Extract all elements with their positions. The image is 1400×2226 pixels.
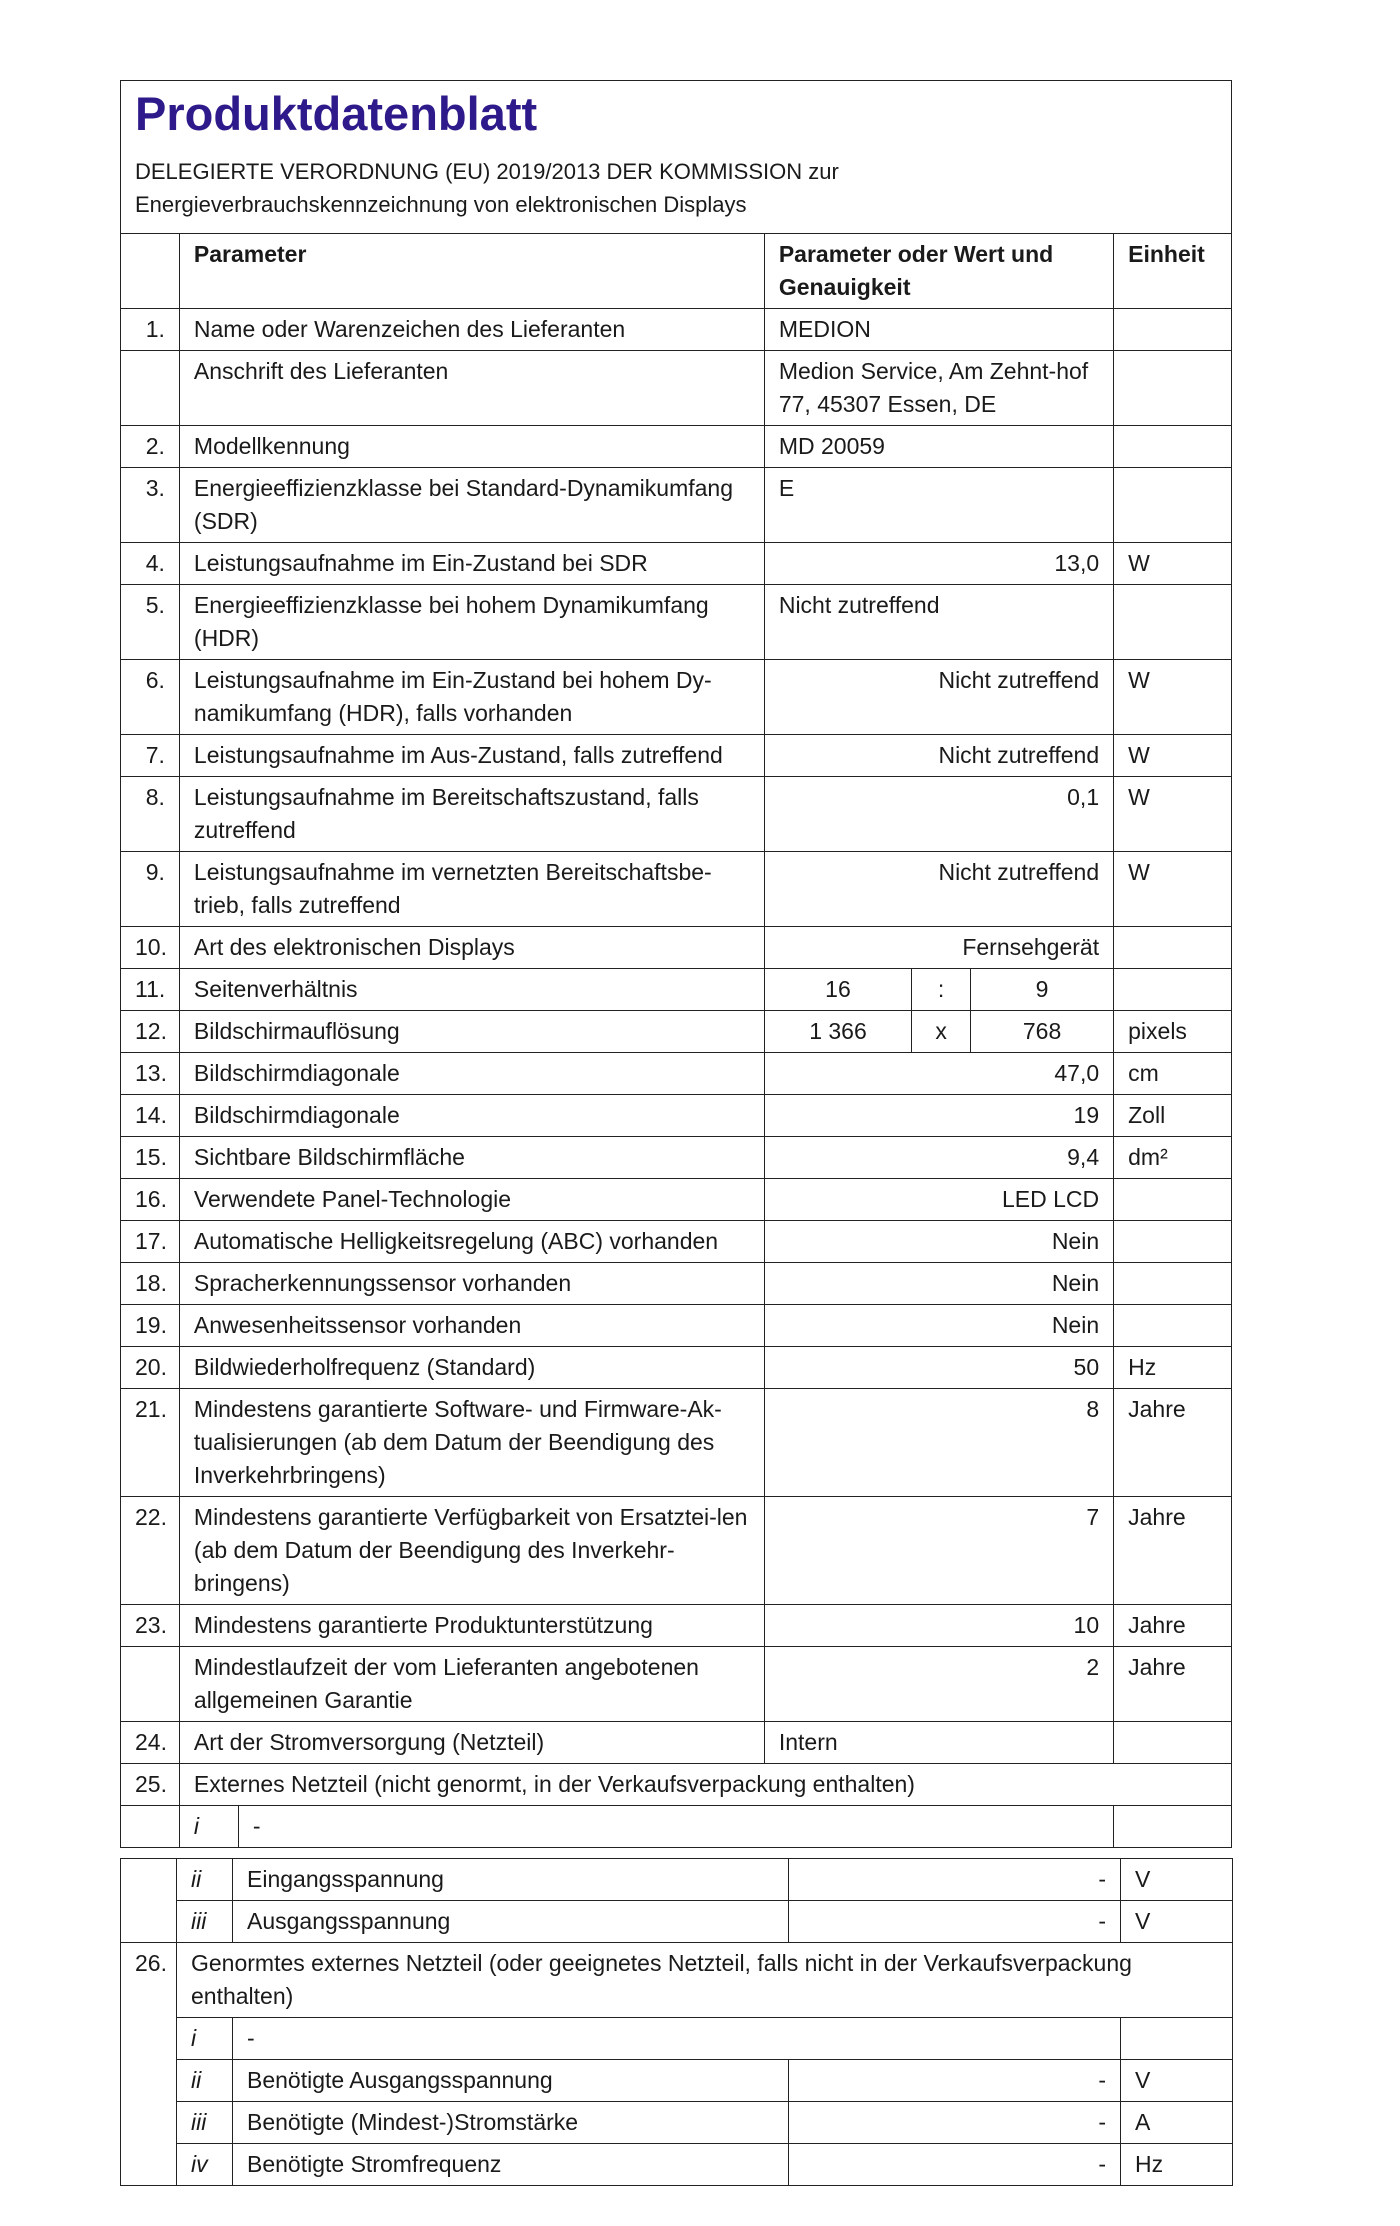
value-part-1: 1 366	[764, 1011, 911, 1053]
row-parameter: Leistungsaufnahme im Aus-Zustand, falls zutreffend	[179, 735, 764, 777]
sub-index: ii	[177, 2060, 233, 2102]
row-number: 13.	[121, 1053, 180, 1095]
row-number: 9.	[121, 852, 180, 927]
row-unit: cm	[1114, 1053, 1232, 1095]
sub-row	[121, 2144, 1233, 2186]
row-number: 4.	[121, 543, 180, 585]
sub-label: Ausgangsspannung	[233, 1901, 789, 1943]
header-parameter: Parameter	[179, 234, 764, 309]
row-parameter: Bildschirmdiagonale	[179, 1095, 764, 1137]
row-number: 2.	[121, 426, 180, 468]
row-value: 47,0	[764, 1053, 1113, 1095]
table-row	[121, 585, 1232, 660]
table-row	[121, 1263, 1232, 1305]
sub-index: iv	[177, 2144, 233, 2186]
value-part-2: 768	[971, 1011, 1114, 1053]
row-number: 14.	[121, 1095, 180, 1137]
row-value: Fernsehgerät	[764, 927, 1113, 969]
row-unit: W	[1114, 543, 1232, 585]
row-parameter: Spracherkennungssensor vorhanden	[179, 1263, 764, 1305]
row-unit	[1114, 1305, 1232, 1347]
row-value: Nein	[764, 1305, 1113, 1347]
row-unit: Zoll	[1114, 1095, 1232, 1137]
header-value: Parameter oder Wert und Genauigkeit	[764, 234, 1113, 309]
row-value: E	[764, 468, 1113, 543]
sub-value: -	[789, 2060, 1121, 2102]
row-number: 6.	[121, 660, 180, 735]
sub-value: -	[789, 1901, 1121, 1943]
row-unit: W	[1114, 852, 1232, 927]
row-unit: W	[1114, 777, 1232, 852]
row-number: 7.	[121, 735, 180, 777]
sub-label: Eingangsspannung	[233, 1859, 789, 1901]
product-data-sheet	[120, 80, 1232, 2186]
row-unit	[1114, 969, 1232, 1011]
row-number: 26.	[121, 1943, 177, 2186]
row-parameter: Mindestens garantierte Verfügbarkeit von Ersatztei-len (ab dem Datum der Beendigung des Inverkehr-bringens)	[179, 1497, 764, 1605]
sub-row	[121, 2102, 1233, 2144]
table-row	[121, 426, 1232, 468]
row-parameter: Seitenverhältnis	[179, 969, 764, 1011]
row-parameter: Mindestlaufzeit der vom Lieferanten angebotenen allgemeinen Garantie	[179, 1647, 764, 1722]
row-parameter: Art der Stromversorgung (Netzteil)	[179, 1722, 764, 1764]
table-row	[121, 1095, 1232, 1137]
table-body	[121, 309, 1232, 1764]
header-number	[121, 234, 180, 309]
row-value: 0,1	[764, 777, 1113, 852]
row-value: 9,4	[764, 1137, 1113, 1179]
row-parameter: Leistungsaufnahme im vernetzten Bereitschaftsbe-trieb, falls zutreffend	[179, 852, 764, 927]
value-part-2: 9	[971, 969, 1114, 1011]
row-value: LED LCD	[764, 1179, 1113, 1221]
empty-cell	[1121, 2018, 1233, 2060]
value-separator: x	[912, 1011, 971, 1053]
value-part-1: 16	[764, 969, 911, 1011]
row-number: 22.	[121, 1497, 180, 1605]
sub-value: -	[789, 1859, 1121, 1901]
regulation-line-2: Energieverbrauchskennzeichnung von elektronischen Displays	[135, 192, 747, 218]
continuation-table	[120, 1858, 1233, 2186]
sub-index: ii	[177, 1859, 233, 1901]
row-unit: pixels	[1114, 1011, 1232, 1053]
table-row	[121, 1722, 1232, 1764]
empty-cell	[121, 1859, 177, 1943]
row-parameter: Mindestens garantierte Produktunterstützung	[179, 1605, 764, 1647]
row-unit	[1114, 1722, 1232, 1764]
row-number: 10.	[121, 927, 180, 969]
sub-unit: A	[1121, 2102, 1233, 2144]
sub-row	[121, 2060, 1233, 2102]
sub-value: -	[238, 1806, 1113, 1848]
row-value: MEDION	[764, 309, 1113, 351]
sub-unit: V	[1121, 1859, 1233, 1901]
row-value: 19	[764, 1095, 1113, 1137]
row-number: 16.	[121, 1179, 180, 1221]
row-parameter: Leistungsaufnahme im Ein-Zustand bei SDR	[179, 543, 764, 585]
row-value: 13,0	[764, 543, 1113, 585]
row-unit: Hz	[1114, 1347, 1232, 1389]
row-unit: Jahre	[1114, 1497, 1232, 1605]
row-parameter: Energieeffizienzklasse bei hohem Dynamikumfang (HDR)	[179, 585, 764, 660]
sub-index: i	[177, 2018, 233, 2060]
row-parameter: Mindestens garantierte Software- und Firmware-Ak-tualisierungen (ab dem Datum der Beendigung des Inverkehrbringens)	[179, 1389, 764, 1497]
row-parameter: Leistungsaufnahme im Ein-Zustand bei hohem Dy-namikumfang (HDR), falls vorhanden	[179, 660, 764, 735]
row-number: 24.	[121, 1722, 180, 1764]
row-unit: dm²	[1114, 1137, 1232, 1179]
table-row	[121, 1943, 1233, 2018]
row-unit	[1114, 1179, 1232, 1221]
row-value: Nicht zutreffend	[764, 585, 1113, 660]
row-value: MD 20059	[764, 426, 1113, 468]
table-header-row	[121, 234, 1232, 309]
row-number	[121, 1647, 180, 1722]
page-title: Produktdatenblatt	[135, 87, 538, 140]
sub-index: iii	[177, 2102, 233, 2144]
row-number: 1.	[121, 309, 180, 351]
table-row	[121, 1647, 1232, 1722]
row-number: 15.	[121, 1137, 180, 1179]
sub-index: i	[179, 1806, 238, 1848]
row-value: Nicht zutreffend	[764, 735, 1113, 777]
row-unit	[1114, 468, 1232, 543]
sub-index: iii	[177, 1901, 233, 1943]
row-parameter: Genormtes externes Netzteil (oder geeignetes Netzteil, falls nicht in der Verkaufsverpackung enthalten)	[177, 1943, 1233, 2018]
row-unit	[1114, 927, 1232, 969]
row-value: Medion Service, Am Zehnt-hof 77, 45307 Essen, DE	[764, 351, 1113, 426]
sub-value: -	[233, 2018, 1121, 2060]
row-value: 8	[764, 1389, 1113, 1497]
header-unit: Einheit	[1114, 234, 1232, 309]
table-row	[121, 660, 1232, 735]
table-row	[121, 1497, 1232, 1605]
row-number: 21.	[121, 1389, 180, 1497]
row-parameter: Bildwiederholfrequenz (Standard)	[179, 1347, 764, 1389]
row-number: 23.	[121, 1605, 180, 1647]
sub-unit: Hz	[1121, 2144, 1233, 2186]
row-number: 18.	[121, 1263, 180, 1305]
main-table	[120, 233, 1232, 1848]
row-number: 19.	[121, 1305, 180, 1347]
table-row	[121, 927, 1232, 969]
empty-cell	[1114, 1806, 1232, 1848]
row-parameter: Name oder Warenzeichen des Lieferanten	[179, 309, 764, 351]
row-number	[121, 351, 180, 426]
row-value: 2	[764, 1647, 1113, 1722]
table-row	[121, 852, 1232, 927]
row-unit	[1114, 585, 1232, 660]
sub-label: Benötigte Ausgangsspannung	[233, 2060, 789, 2102]
empty-cell	[121, 1806, 180, 1848]
row-unit	[1114, 1221, 1232, 1263]
row-unit	[1114, 351, 1232, 426]
row-parameter: Verwendete Panel-Technologie	[179, 1179, 764, 1221]
table-row	[121, 1179, 1232, 1221]
row-parameter: Modellkennung	[179, 426, 764, 468]
row-value: 10	[764, 1605, 1113, 1647]
row-unit	[1114, 1263, 1232, 1305]
table-row	[121, 777, 1232, 852]
sub-label: Benötigte Stromfrequenz	[233, 2144, 789, 2186]
sub-row	[121, 2018, 1233, 2060]
row-number: 25.	[121, 1764, 180, 1806]
row-parameter: Art des elektronischen Displays	[179, 927, 764, 969]
sub-row	[121, 1901, 1233, 1943]
table-row	[121, 309, 1232, 351]
row-number: 3.	[121, 468, 180, 543]
sub-unit: V	[1121, 1901, 1233, 1943]
table-row	[121, 1011, 1232, 1053]
row-parameter: Energieeffizienzklasse bei Standard-Dynamikumfang (SDR)	[179, 468, 764, 543]
table-row	[121, 1305, 1232, 1347]
row-parameter: Anwesenheitssensor vorhanden	[179, 1305, 764, 1347]
row-value: Nicht zutreffend	[764, 660, 1113, 735]
row-number: 20.	[121, 1347, 180, 1389]
sub-unit: V	[1121, 2060, 1233, 2102]
table-row	[121, 1347, 1232, 1389]
table-row	[121, 1053, 1232, 1095]
row-parameter: Externes Netzteil (nicht genormt, in der Verkaufsverpackung enthalten)	[179, 1764, 1231, 1806]
regulation-line-1: DELEGIERTE VERORDNUNG (EU) 2019/2013 DER KOMMISSION zur	[135, 159, 839, 185]
row-value: Intern	[764, 1722, 1113, 1764]
row-value: 7	[764, 1497, 1113, 1605]
row-value: 50	[764, 1347, 1113, 1389]
table-row	[121, 543, 1232, 585]
table-row	[121, 969, 1232, 1011]
row-unit: Jahre	[1114, 1389, 1232, 1497]
row-value: Nein	[764, 1263, 1113, 1305]
sub-value: -	[789, 2102, 1121, 2144]
row-value: Nicht zutreffend	[764, 852, 1113, 927]
row-unit: W	[1114, 660, 1232, 735]
row-unit	[1114, 309, 1232, 351]
table-row	[121, 1137, 1232, 1179]
row-number: 11.	[121, 969, 180, 1011]
row-unit: Jahre	[1114, 1605, 1232, 1647]
row-parameter: Leistungsaufnahme im Bereitschaftszustand, falls zutreffend	[179, 777, 764, 852]
row-number: 12.	[121, 1011, 180, 1053]
row-number: 17.	[121, 1221, 180, 1263]
row-unit	[1114, 426, 1232, 468]
row-unit: Jahre	[1114, 1647, 1232, 1722]
table-row	[121, 735, 1232, 777]
sub-row	[121, 1859, 1233, 1901]
row-value: Nein	[764, 1221, 1113, 1263]
table-row	[121, 1221, 1232, 1263]
row-parameter: Anschrift des Lieferanten	[179, 351, 764, 426]
row-number: 5.	[121, 585, 180, 660]
table-row	[121, 1764, 1232, 1806]
row-25-group	[121, 1764, 1232, 1848]
value-separator: :	[912, 969, 971, 1011]
table-row	[121, 1389, 1232, 1497]
row-parameter: Bildschirmauflösung	[179, 1011, 764, 1053]
row-parameter: Sichtbare Bildschirmfläche	[179, 1137, 764, 1179]
sheet-header	[120, 80, 1232, 233]
table-row	[121, 351, 1232, 426]
sub-label: Benötigte (Mindest-)Stromstärke	[233, 2102, 789, 2144]
row-parameter: Automatische Helligkeitsregelung (ABC) vorhanden	[179, 1221, 764, 1263]
sub-row	[121, 1806, 1232, 1848]
row-parameter: Bildschirmdiagonale	[179, 1053, 764, 1095]
row-unit: W	[1114, 735, 1232, 777]
row-number: 8.	[121, 777, 180, 852]
table-row	[121, 468, 1232, 543]
table-row	[121, 1605, 1232, 1647]
sub-value: -	[789, 2144, 1121, 2186]
